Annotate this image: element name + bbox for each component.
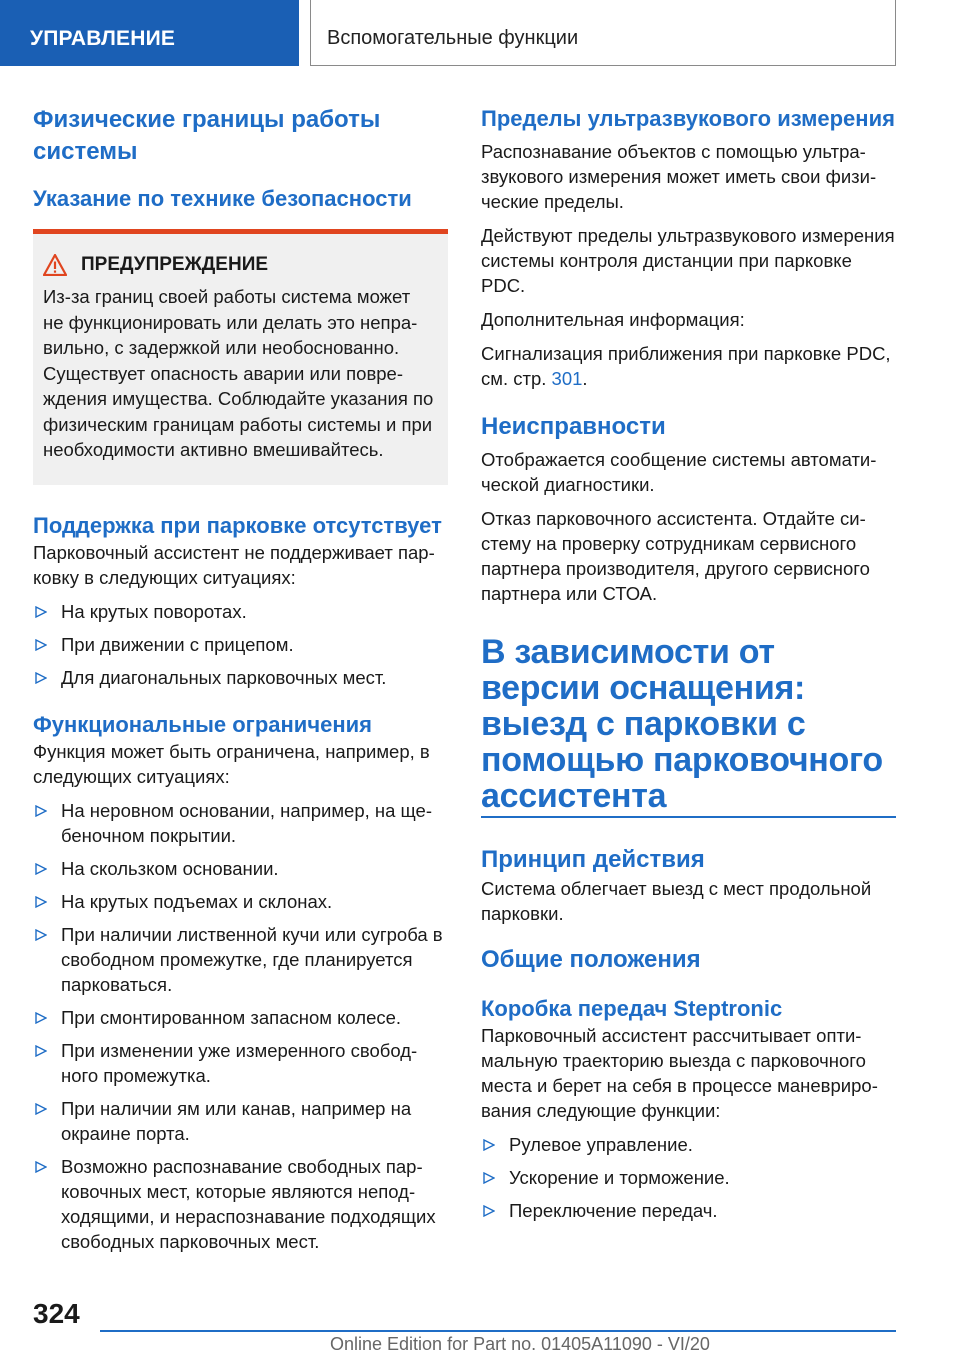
heading-no-support: Поддержка при парковке отсутствует bbox=[33, 512, 442, 538]
triangle-bullet-icon bbox=[35, 672, 47, 684]
steptronic-list bbox=[481, 1132, 896, 1223]
list-item: Переключение передач. bbox=[481, 1198, 896, 1223]
warning-triangle-icon bbox=[43, 254, 67, 276]
warning-header bbox=[37, 254, 434, 276]
topic-tab: Вспомогательные функции bbox=[310, 0, 896, 66]
heading-faults: Неисправности bbox=[481, 413, 666, 440]
ultrasonic-p3: Дополнительная информация: bbox=[481, 309, 745, 330]
right-column bbox=[481, 104, 896, 1231]
list-item: При наличии ям или канав, например на окраине порта. bbox=[33, 1096, 448, 1146]
list-item: Ускорение и торможение. bbox=[481, 1165, 896, 1190]
triangle-bullet-icon bbox=[35, 805, 47, 817]
heading-principle: Принцип действия bbox=[481, 846, 705, 873]
footer-edition: Online Edition for Part no. 01405A11090 - VI/20 bbox=[330, 1334, 710, 1354]
heading-ultrasonic-limits: Пределы ультразвукового измерения bbox=[481, 106, 895, 131]
heading-functional-limits: Функциональные ограничения bbox=[33, 711, 372, 737]
triangle-bullet-icon bbox=[35, 1103, 47, 1115]
ultrasonic-p2: Действуют пределы ультразвукового измерения системы контроля дистанции при парковке PDC. bbox=[481, 225, 895, 296]
list-item: Рулевое управление. bbox=[481, 1132, 896, 1157]
warning-title: ПРЕДУПРЕЖДЕНИЕ bbox=[81, 254, 269, 275]
list-item: На скользком основании. bbox=[33, 856, 448, 881]
no-support-intro: Парковочный ассистент не поддерживает парковку в следующих ситуациях: bbox=[33, 541, 435, 588]
list-item: При движении с прицепом. bbox=[33, 632, 448, 657]
section-tab: УПРАВЛЕНИЕ bbox=[0, 0, 299, 66]
heading-physical-limits: Физические границы работы системы bbox=[33, 106, 381, 165]
list-item: На крутых подъемах и склонах. bbox=[33, 889, 448, 914]
footer-rule bbox=[100, 1330, 896, 1332]
faults-p2: Отказ парковочного ассистента. Отдайте систему на проверку сотрудникам сервисного партнера производителя, другого сервисного партнера или СТОА. bbox=[481, 508, 870, 604]
triangle-bullet-icon bbox=[483, 1139, 495, 1151]
triangle-bullet-icon bbox=[35, 1161, 47, 1173]
list-item: При наличии лиственной кучи или сугроба в свободном промежутке, где планируется парковаться. bbox=[33, 922, 448, 997]
heading-steptronic: Коробка передач Steptronic bbox=[481, 996, 783, 1021]
list-item: Возможно распознавание свободных парковочных мест, которые являются неподходящими, и нераспознавание подходящих свободных парковочных мест. bbox=[33, 1154, 448, 1254]
ultrasonic-p4: Сигнализация приближения при парковке PDC, см. стр. 301. bbox=[481, 343, 891, 389]
triangle-bullet-icon bbox=[35, 863, 47, 875]
triangle-bullet-icon bbox=[35, 1045, 47, 1057]
triangle-bullet-icon bbox=[483, 1205, 495, 1217]
triangle-bullet-icon bbox=[35, 639, 47, 651]
triangle-bullet-icon bbox=[35, 1012, 47, 1024]
list-item: На крутых поворотах. bbox=[33, 599, 448, 624]
list-item: На неровном основании, например, на щебеночном покрытии. bbox=[33, 798, 448, 848]
triangle-bullet-icon bbox=[483, 1172, 495, 1184]
triangle-bullet-icon bbox=[35, 896, 47, 908]
list-item: При смонтированном запасном колесе. bbox=[33, 1005, 448, 1030]
left-column bbox=[33, 104, 448, 1262]
warning-text: Из-за границ своей работы система может не функционировать или делать это неправильно, с задержкой или необоснованно. Существует опасность аварии или повреждения имущества. Соблюдайте указания по физическим границам работы системы и при необходимости активно вмешивайтесь. bbox=[43, 286, 434, 460]
warning-box bbox=[33, 229, 448, 485]
principle-text: Система облегчает выезд с мест продольной парковки. bbox=[481, 878, 872, 924]
list-item: При изменении уже измеренного свободного промежутка. bbox=[33, 1038, 448, 1088]
heading-exit-assist: В зависимости от версии оснащения: выезд с парковки с помощью парковочного ассистента bbox=[481, 634, 896, 818]
steptronic-text: Парковочный ассистент рассчитывает оптимальную траекторию выезда с парковочного места и берет на себя в процессе маневрирования следующие функции: bbox=[481, 1025, 878, 1121]
page-number: 324 bbox=[33, 1298, 80, 1329]
list-item: Для диагональных парковочных мест. bbox=[33, 665, 448, 690]
functional-limits-list bbox=[33, 798, 448, 1254]
faults-p1: Отображается сообщение системы автоматической диагностики. bbox=[481, 449, 877, 495]
heading-general: Общие положения bbox=[481, 946, 701, 973]
heading-safety-note: Указание по технике безопасности bbox=[33, 186, 412, 211]
triangle-bullet-icon bbox=[35, 929, 47, 941]
triangle-bullet-icon bbox=[35, 606, 47, 618]
functional-limits-intro: Функция может быть ограничена, например, в следующих ситуациях: bbox=[33, 740, 430, 787]
page-reference-link[interactable]: 301 bbox=[551, 368, 583, 389]
ultrasonic-p1: Распознавание объектов с помощью ультразвукового измерения может иметь свои физические пределы. bbox=[481, 141, 877, 212]
no-support-list bbox=[33, 599, 448, 690]
